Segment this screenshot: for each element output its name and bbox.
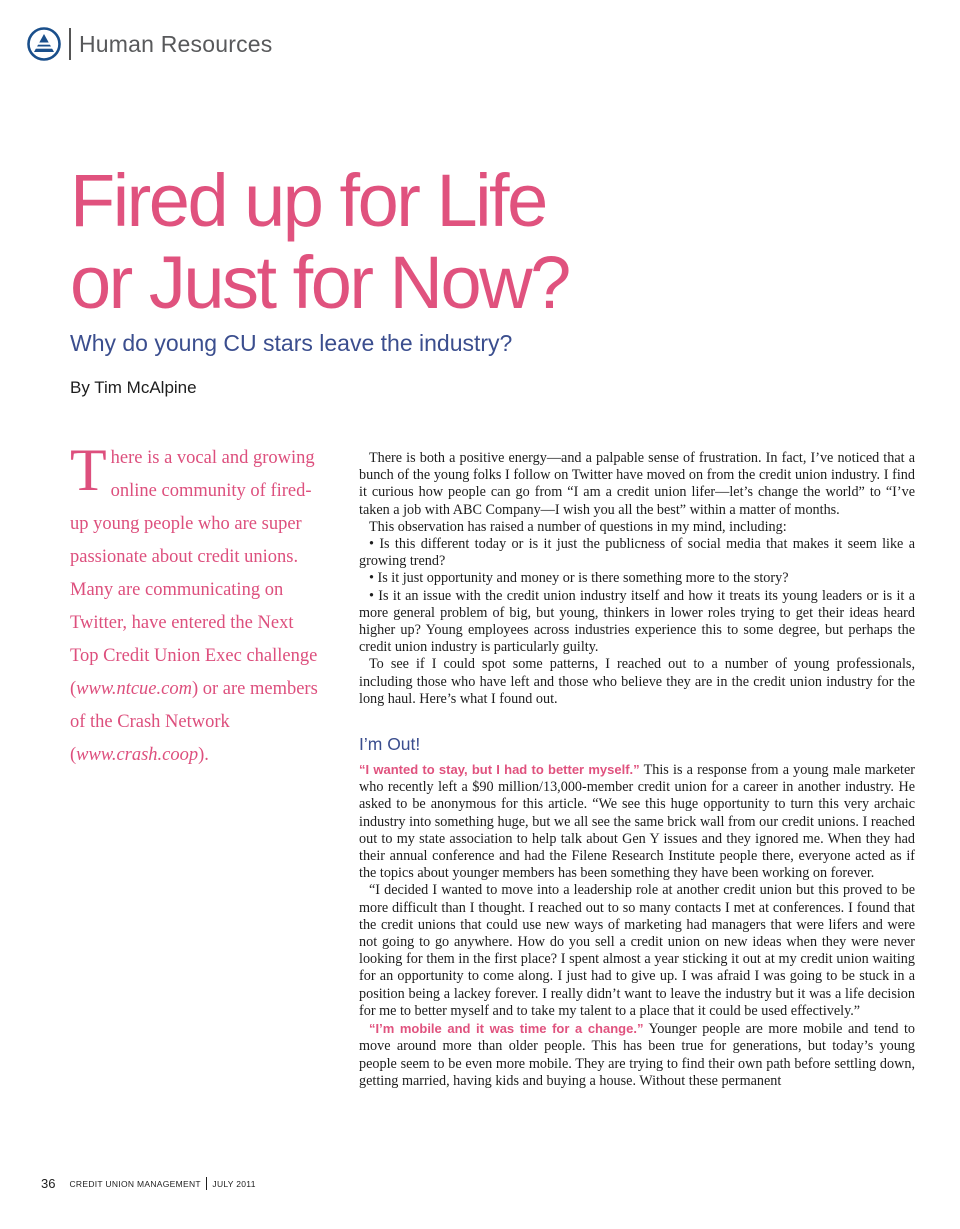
article-body (359, 450, 915, 1090)
paragraph-text: This is a response from a young male marketer who recently left a $90 million/13,000-member credit union for a career in another industry. He asked to be anonymous for this article. “We see this huge opportunity to turn this very archaic industry into something huge, but we all see the same brick wall from our credit unions. I reached out to my state association to help talk about Gen Y issues and they ignored me. When they had their annual conference and had the Filene Research Institute people there, everyone acted as if the topics about younger members has been something they have been working on forever. (359, 762, 915, 882)
byline: By Tim McAlpine (70, 378, 197, 397)
pull-phrase: “I’m mobile and it was time for a change.” (369, 1021, 644, 1037)
intro-paragraph: To see if I could spot some patterns, I reached out to a number of young professionals, including those who have left and those who believe they are in the credit union industry for the long haul. Here’s what I found out. (359, 656, 915, 707)
crash-link[interactable]: www.crash.coop (76, 745, 199, 765)
ntcue-link[interactable]: www.ntcue.com (76, 679, 192, 699)
body-paragraph (359, 761, 915, 882)
title-line-1: Fired up for Life (70, 159, 546, 242)
pull-quote-end: ). (198, 745, 209, 765)
page-footer (41, 1176, 256, 1191)
footer-divider (206, 1177, 208, 1190)
publication-name: CREDIT UNION MANAGEMENT (69, 1178, 201, 1189)
bullet-item: • Is this different today or is it just the publicness of social media that makes it seem like a growing trend? (359, 536, 915, 570)
header-divider (69, 28, 71, 60)
intro-paragraph: This observation has raised a number of questions in my mind, including: (369, 518, 787, 535)
article-subtitle: Why do young CU stars leave the industry? (70, 330, 513, 356)
issue-date: JULY 2011 (212, 1178, 256, 1189)
pull-quote (70, 437, 318, 772)
page-number: 36 (41, 1176, 56, 1191)
page-header (27, 26, 272, 62)
cu-triangle-logo-icon (27, 27, 61, 61)
body-paragraph: “I decided I wanted to move into a leadership role at another credit union but this proved to be more difficult than I thought. I reached out to so many contacts I met at conferences. I found that the credit unions that could use new ways of marketing had managers that were lifers and were not going to go anywhere. How do you sell a credit union on new ideas when they were never looking for them in the first place? I spent almost a year sticking it out at my credit union waiting for an opportunity to come along. I just had to give up. I was afraid I was going to be stuck in a position being a lackey forever. I really didn’t want to leave the industry but it was a life decision for me to better myself and to take my talent to a place that it could be used effectively.” (359, 882, 915, 1019)
pull-phrase: “I wanted to stay, but I had to better myself.” (359, 762, 640, 778)
body-paragraph (359, 1020, 915, 1090)
section-label: Human Resources (79, 30, 273, 57)
bullet-item: • Is it an issue with the credit union industry itself and how it treats its young leaders or is it a more general problem of big, but young, thinkers in lower roles trying to get their ideas heard higher up? Young employees across industries experience this to some degree, but perhaps the credit union industry is particularly guilty. (359, 587, 915, 656)
intro-paragraph: There is both a positive energy—and a palpable sense of frustration. In fact, I’ve noticed that a bunch of the young folks I follow on Twitter have moved on from the credit union industry. I find it curious how people can go from “I am a credit union lifer—let’s change the world” to “I’ve taken a job with ABC Company—I wish you all the best” within a matter of months. (359, 450, 915, 518)
bullet-item: • Is it just opportunity and money or is there something more to the story? (369, 570, 789, 587)
title-line-2: or Just for Now? (70, 241, 569, 324)
section-heading: I’m Out! (359, 734, 421, 755)
article-title (70, 160, 710, 324)
drop-cap: T (70, 437, 107, 503)
pull-quote-mid: ) or are members of the Crash Network ( (70, 679, 318, 765)
pull-quote-text: here is a vocal and growing online community of fired-up young people who are super passionate about credit unions. Many are communicating on Twitter, have entered the Next Top Credit Union Exec challenge ( (70, 448, 318, 699)
paragraph-text: Younger people are more mobile and tend to move around more than older people. This has been true for generations, but today’s young people seem to be even more mobile. They are trying to find their own path before settling down, getting married, having kids and buying a house. Without these permanent (359, 1021, 915, 1089)
